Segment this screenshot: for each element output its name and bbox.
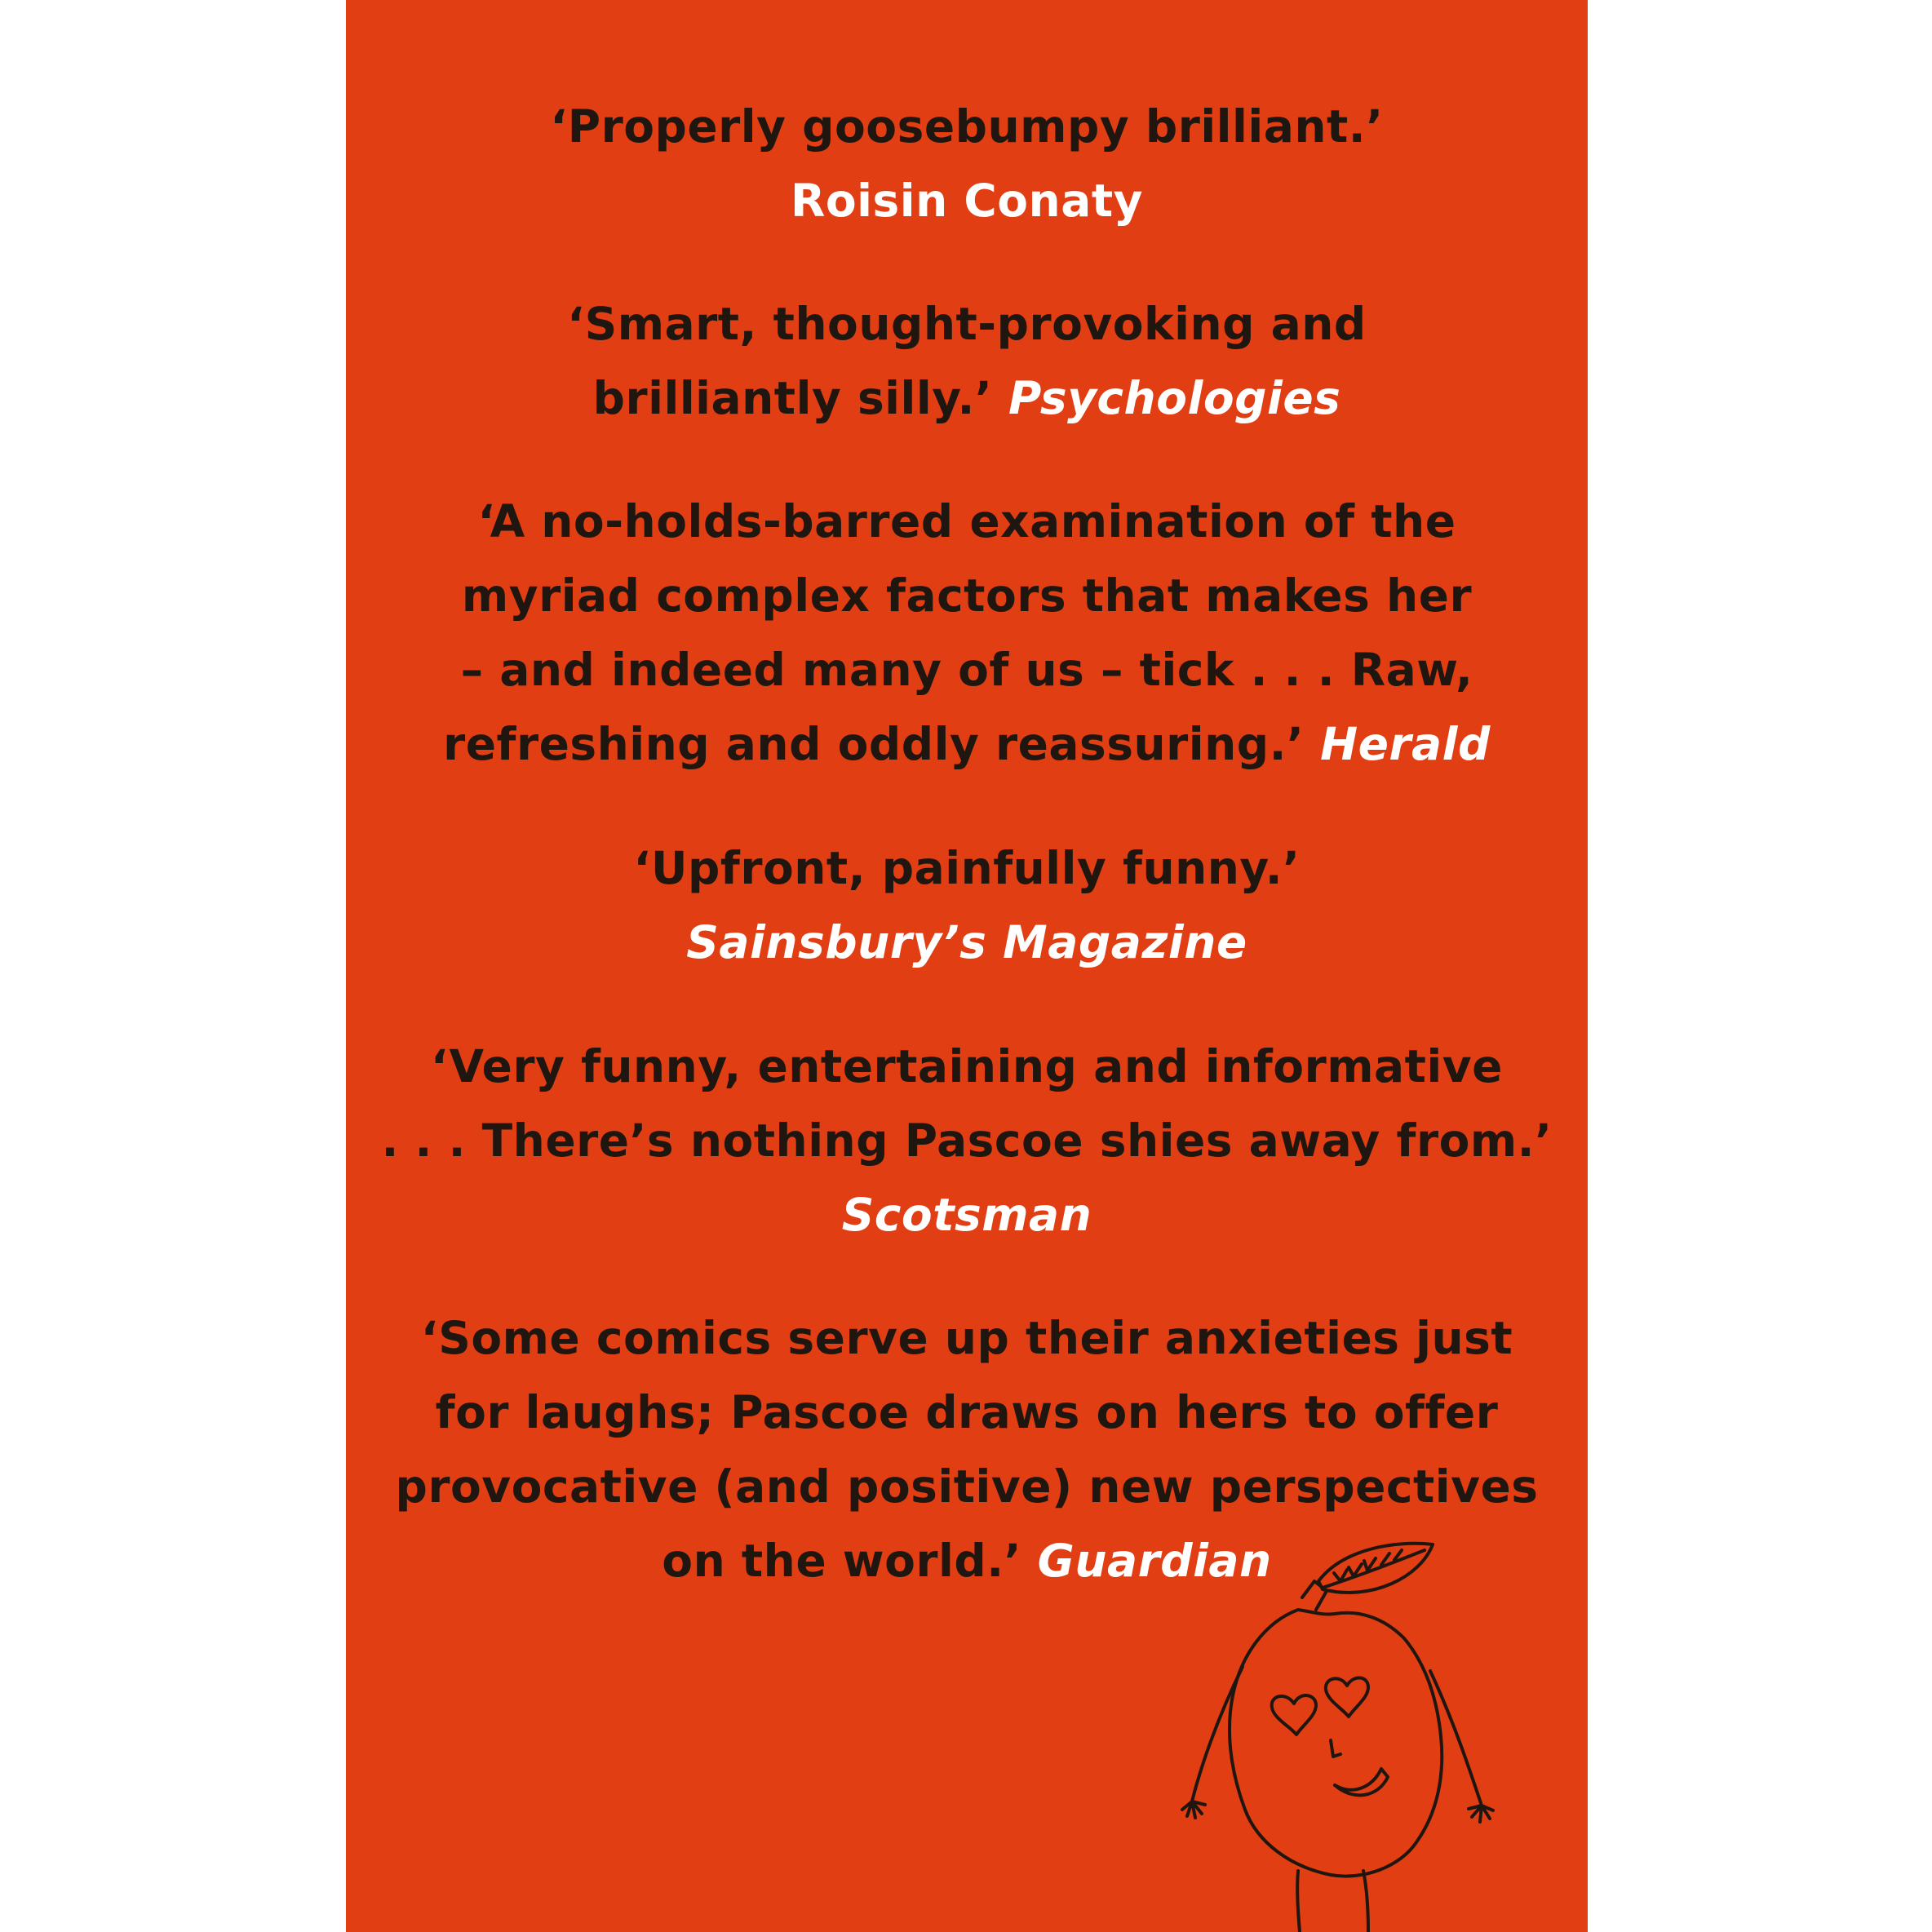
review-quote-line: ‘Very funny, entertaining and informative [431,1040,1503,1092]
review-quote-line: – and indeed many of us – tick . . . Raw, [460,644,1473,696]
review-roisin-conaty [346,90,1588,238]
review-quote-last-line-wrapper [346,361,1588,436]
review-quote-line: myriad complex factors that makes her [461,569,1473,622]
review-source: Scotsman [841,1189,1092,1241]
review-quote-line: for laughs; Pascoe draws on hers to offer [435,1386,1499,1438]
review-quote-line: brilliantly silly.’ [592,372,993,424]
review-quote-line: ‘Properly goosebumpy brilliant.’ [550,100,1384,153]
apple-character-with-heart-eyes-icon [1168,1532,1575,1932]
review-quote-line: ‘Some comics serve up their anxieties just [420,1312,1513,1364]
review-herald [346,485,1588,782]
review-source: Roisin Conaty [791,175,1143,227]
review-quote-last-line-wrapper [346,707,1588,782]
review-quote-line: ‘Upfront, painfully funny.’ [633,842,1301,894]
review-source: Sainsbury’s Magazine [686,916,1247,968]
review-source: Herald [1320,718,1491,770]
review-quote-line: on the world.’ [662,1535,1022,1587]
back-cover-panel [346,0,1588,1932]
review-sainsburys-magazine [346,831,1588,980]
review-psychologies [346,287,1588,436]
review-source: Guardian [1037,1535,1272,1587]
review-source: Psychologies [1008,372,1341,424]
review-quote-line: refreshing and oddly reassuring.’ [443,718,1305,770]
review-quote-line: . . . There’s nothing Pascoe shies away from.’ [381,1114,1553,1167]
review-quote-line: provocative (and positive) new perspectives [395,1460,1539,1513]
review-scotsman [346,1030,1588,1252]
review-quote-line: ‘A no-holds-barred examination of the [477,495,1456,547]
review-quote-line: ‘Smart, thought-provoking and [567,298,1367,350]
